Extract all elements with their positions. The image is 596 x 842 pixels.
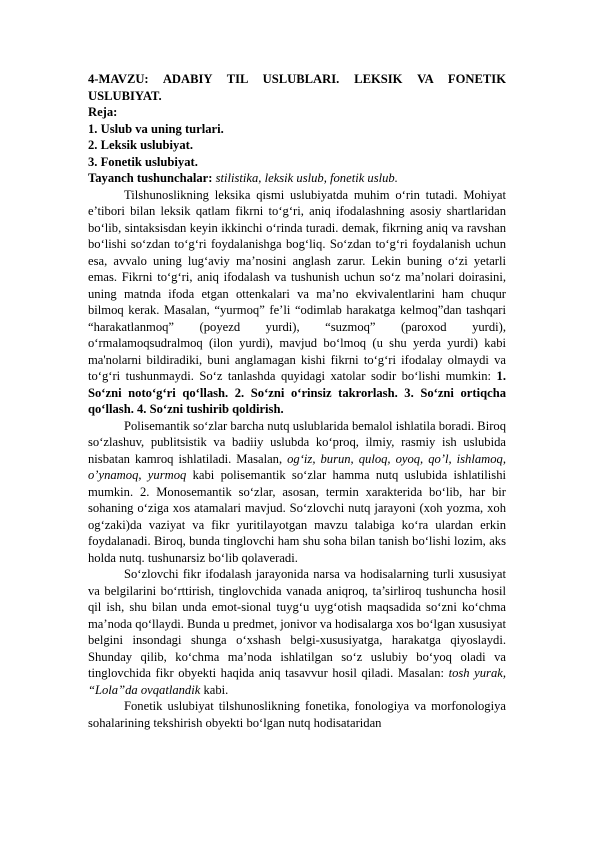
paragraph-text: So‘zlovchi fikr ifodalash jarayonida narsa va hodisalarning turli xususiyat va belgilarini bo‘rttirish, tinglovchida vanada aniqroq, ta’sirliroq tushuncha hosil qil ish, shu bilan unda emot-sional tuyg‘u uyg‘otish maqsadida so‘zni ko‘chma ma’noda qo‘llaydi. Bunda u predmet, jonivor va hodisalarga xos bo‘lgan xususiyat belgini insondagi shunga o‘xshash belgi-xususiyatga, harakatga qiyoslaydi. Shunday qilib, ko‘chma ma’noda ishlatilgan so‘z uslubiy bo‘yoq oladi va tinglovchida fikr obyekti haqida aniq tasavvur hosil qiladi. Masalan: [88,567,506,680]
plan-item: 3. Fonetik uslubiyat. [88,154,198,169]
paragraph-text: Fonetik uslubiyat tilshunoslikning fonetika, fonologiya va morfonologiya sohalarining tekshirish obyekti bo‘lgan nutq hodisataridan [88,699,506,730]
paragraph-text: Polisemantik so‘zlar barcha nutq uslublarida bemalol ishlatila boradi. Biroq so‘zlashuv, publitsistik va badiiy uslubda ko‘proq, ilmiy, rasmiy ish uslubida nisbatan kamroq ishlatiladi. Masalan, [88,418,506,466]
keywords-line [88,170,506,187]
plan-item: 2. Leksik uslubiyat. [88,138,193,152]
paragraph-text: kabi polisemantik so‘zlar hamma nutq uslubida ishlatilishi mumkin. 2. Monosemantik so‘zlar, asosan, termin xarakterida bo‘lib, har bir sohaning o‘ziga xos atamalari mavjud. So‘zlovchi nutq jarayoni (xoh yozma, xoh og‘zaki)da vaziyat va fikr yuritilayotgan mavzu talabiga ko‘ra ulardan erkin foydalanadi. Biroq, bunda tinglovchi ham shu soha bilan tanish bo‘lishi lozim, aks holda nutq. tushunarsiz bo‘lib qolaveradi. [88,468,506,565]
paragraph-2 [88,418,506,567]
paragraph-bold-list: 1. So‘zni noto‘g‘ri qo‘llash. 2. So‘zni o‘rinsiz takrorlash. 3. So‘zni ortiqcha qo‘llash. 4. So‘zni tushirib qoldirish. [88,369,506,416]
paragraph-text: kabi. [200,682,229,697]
paragraph-italic-examples: og‘iz, burun, quloq, oyoq, qo’l, ishlamoq, o’ynamoq, yurmoq [88,451,506,482]
paragraph-4 [88,698,506,731]
paragraph-text: Tilshunoslikning leksika qismi uslubiyatda muhim o‘rin tutadi. Mohiyat e’tibori bilan leksik qatlam fikrni to‘g‘ri, aniq ifodalashning asosiy shartlaridan bo‘lib, sintaksisdan keyin ikkinchi o‘rinda turadi. demak, fikrning aniq va ravshan bo‘lishi so‘zdan to‘g‘ri foydalanishga bog‘liq. So‘zdan to‘g‘ri foydalanish uchun esa, avvalo uning lug‘aviy ma’nosini anglash zarur. Lekin buning o‘zi yetarli emas. Fikrni to‘g‘ri, aniq ifodalash va tushunish uchun so‘z ma’nolari doirasini, uning matnda ifoda etgan ottenkalari va ma’no ekvivalentlarini ham chuqur bilmoq kerak. Masalan, “yurmoq” fe’li “odimlab harakatga kelmoq”dan tashqari “harakatlanmoq” (poyezd yurdi), “suzmoq” (paroxod yurdi), o‘rmalamoqsudralmoq (ilon yurdi), mavjud bo‘lmoq (u shu yerda yurdi) kabi ma'nolarni bildiradiki, buni anglamagan kishi fikrni to‘g‘ri ifodalay olmaydi va to‘g‘ri tushunmaydi. So‘z tanlashda quyidagi xatolar sodir bo‘lishi mumkin: [88,187,506,383]
lecture-title: 4-MAVZU: ADABIY TIL USLUBLARI. LEKSIK VA FONETIK USLUBIYAT. [88,72,506,103]
keywords-label: Tayanch tushunchalar: [88,171,213,185]
paragraph-italic-examples: tosh yurak, “Lola”da ovqatlandik [88,666,506,697]
paragraph-1 [88,187,506,418]
document-page [88,71,506,731]
plan-item: 1. Uslub va uning turlari. [88,121,224,136]
plan-label: Reja: [88,105,118,119]
keywords-list: stilistika, leksik uslub, fonetik uslub. [215,171,398,185]
paragraph-3 [88,566,506,698]
